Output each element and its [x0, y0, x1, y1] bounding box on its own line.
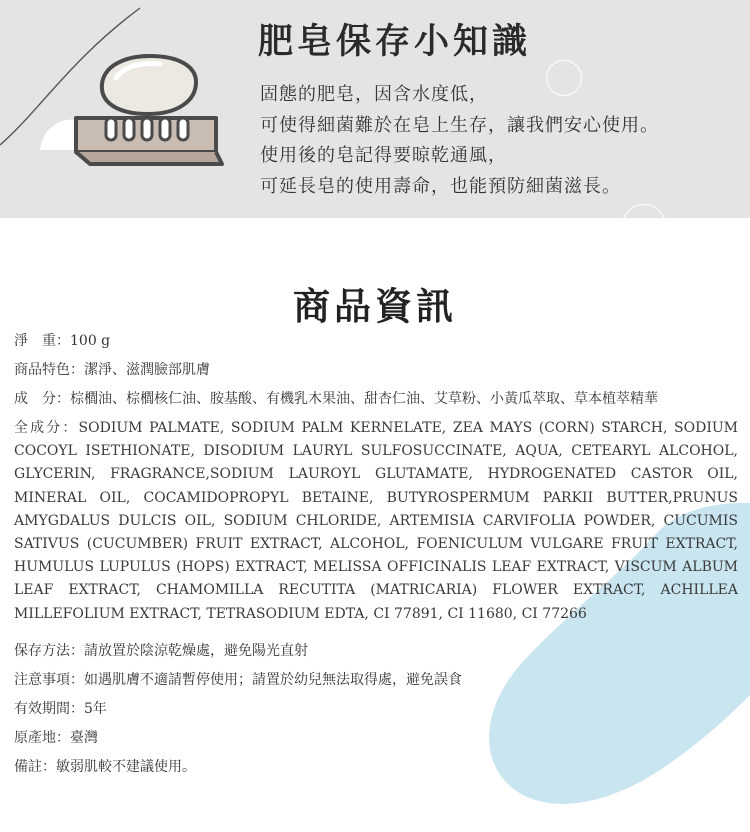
- net-weight-row: [14, 330, 738, 353]
- tips-title: 肥皂保存小知識: [258, 21, 532, 62]
- storage-value: 請放置於陰涼乾燥處，避免陽光直射: [84, 642, 308, 659]
- tips-line: 可使得細菌難於在皂上生存，讓我們安心使用。: [260, 114, 659, 136]
- main-ingredients-value: 棕櫚油、棕櫚核仁油、胺基酸、有機乳木果油、甜杏仁油、艾草粉、小黃瓜萃取、草本植萃精華: [70, 391, 658, 407]
- bubble-decoration: [546, 60, 582, 96]
- caution-label: 注意事項：: [14, 671, 84, 688]
- product-info-title: 商品資訊: [293, 284, 457, 328]
- full-ingredients-label: 全成分：: [14, 420, 79, 436]
- storage-row: [14, 640, 738, 663]
- note-row: [14, 756, 738, 779]
- product-info: [14, 330, 738, 779]
- shelf-life-row: [14, 698, 738, 721]
- note-label: 備註：: [14, 758, 56, 775]
- shelf-life-value: 5年: [84, 700, 107, 717]
- full-ingredients-row: [14, 417, 738, 626]
- main-ingredients-row: [14, 388, 738, 411]
- net-weight-label: 淨 重：: [14, 333, 70, 349]
- shelf-life-label: 有效期間：: [14, 700, 84, 717]
- soap-on-dish-icon: [62, 44, 232, 179]
- tips-line: 固態的肥皂，因含水度低，: [260, 84, 488, 105]
- caution-row: [14, 669, 738, 692]
- full-ingredients-value: SODIUM PALMATE, SODIUM PALM KERNELATE, ZEA MAYS (CORN) STARCH, SODIUM COCOYL ISETHIONATE, DISODIUM LAURYL SULFOSUCCINATE, AQUA, CETEARYL ALCOHOL, GLYCERIN, FRAGRANCE,SODIUM LAUROYL GLUTAMATE, HYDROGENATED CASTOR OIL, MINERAL OIL, COCAMIDOPROPYL BETAINE, BUTYROSPERMUM PARKII BUTTER,PRUNUS AMYGDALUS DULCIS OIL, SODIUM CHLORIDE, ARTEMISIA CARVIFOLIA POWDER, CUCUMIS SATIVUS (CUCUMBER) FRUIT EXTRACT, ALCOHOL, FOENICULUM VULGARE FRUIT EXTRACT, HUMULUS LUPULUS (HOPS) EXTRACT, MELISSA OFFICINALIS LEAF EXTRACT, VISCUM ALBUM LEAF EXTRACT, CHAMOMILLA RECUTITA (MATRICARIA) FLOWER EXTRACT, ACHILLEA MILLEFOLIUM EXTRACT, TETRASODIUM EDTA, CI 77891, CI 11680, CI 77266: [14, 420, 738, 622]
- features-row: [14, 359, 738, 382]
- tips-line: 使用後的皂記得要晾乾通風，: [260, 145, 507, 166]
- features-label: 商品特色：: [14, 362, 84, 378]
- tips-line: 可延長皂的使用壽命，也能預防細菌滋長。: [260, 175, 621, 197]
- storage-label: 保存方法：: [14, 642, 84, 659]
- origin-label: 原產地：: [14, 729, 70, 746]
- caution-value: 如遇肌膚不適請暫停使用；請置於幼兒無法取得處，避免誤食: [84, 671, 462, 688]
- note-value: 敏弱肌較不建議使用。: [56, 758, 196, 775]
- tips-text: [260, 80, 659, 202]
- origin-value: 臺灣: [70, 729, 98, 746]
- net-weight-value: 100 g: [70, 333, 111, 349]
- main-ingredients-label: 成 分：: [14, 391, 70, 407]
- features-value: 潔淨、滋潤臉部肌膚: [84, 362, 210, 378]
- soap-storage-tips-banner: [0, 0, 750, 218]
- origin-row: [14, 727, 738, 750]
